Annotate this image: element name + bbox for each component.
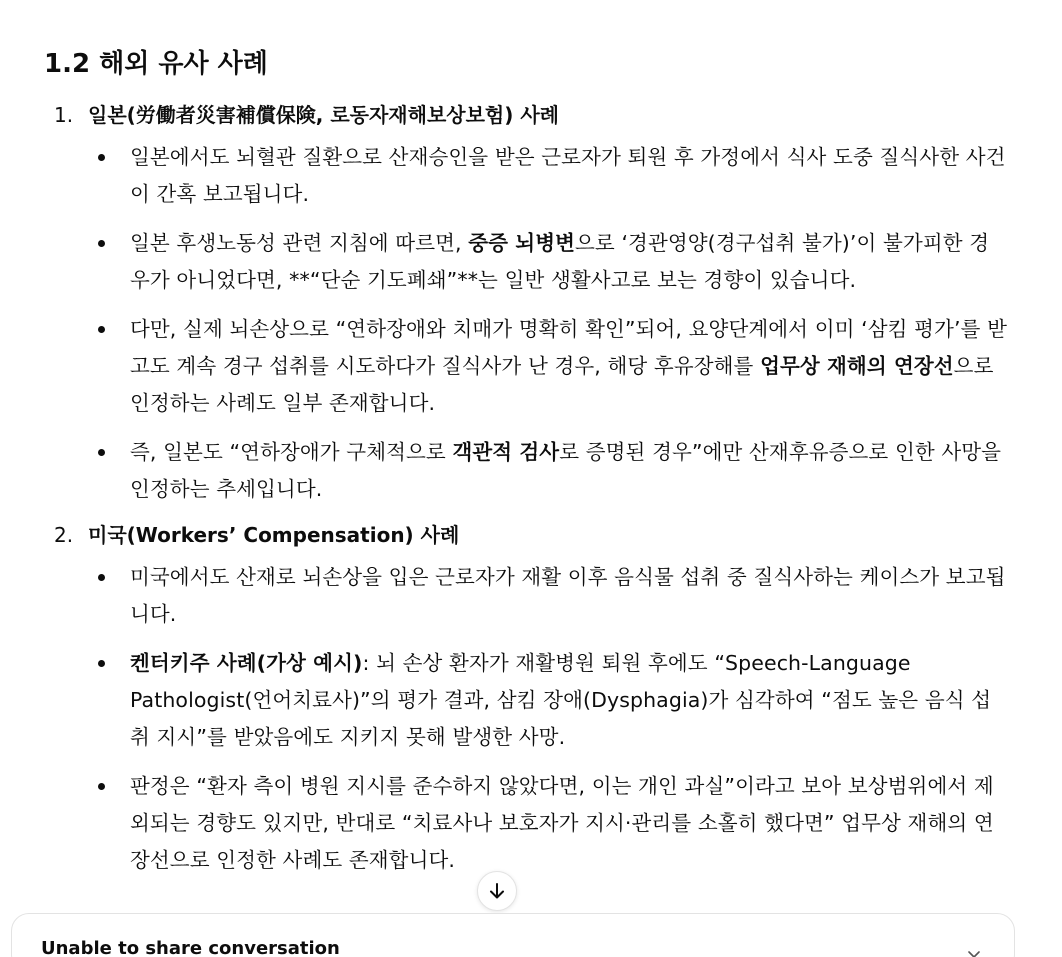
case-number: 1. bbox=[54, 103, 74, 127]
case-title: 일본(労働者災害補償保険, 로동자재해보상보험) 사례 bbox=[88, 103, 559, 127]
section-heading: 1.2 해외 유사 사례 bbox=[44, 49, 268, 79]
text: 즉, 일본도 “연하장애가 구체적으로 bbox=[130, 440, 453, 464]
bullet-icon bbox=[98, 240, 105, 247]
bold-text: 켄터키주 사례(가상 예시) bbox=[130, 651, 363, 675]
scroll-to-bottom-button[interactable] bbox=[477, 871, 517, 911]
bullet-icon bbox=[98, 326, 105, 333]
arrow-down-icon bbox=[487, 881, 507, 901]
share-error-banner bbox=[11, 913, 1015, 957]
text: 다만, 실제 뇌손상으로 “연하장애와 치매가 명확히 확인”되어, 요양단계에서 이미 ‘삼킴 평가’를 받고도 계속 경구 섭취를 시도하다가 질식사가 난 경우, 해당 후유장해를 bbox=[130, 317, 1007, 378]
case-list bbox=[44, 100, 1009, 879]
text: 으로 인정하는 사례도 일부 존재합니다. bbox=[130, 354, 994, 415]
response-content bbox=[44, 44, 1009, 891]
list-item bbox=[96, 311, 1009, 422]
list-item bbox=[96, 225, 1009, 299]
case-title: 미국(Workers’ Compensation) 사례 bbox=[88, 523, 460, 547]
list-item bbox=[96, 645, 1009, 756]
text: 일본 후생노동성 관련 지침에 따르면, bbox=[130, 231, 469, 255]
bold-text: 업무상 재해의 연장선 bbox=[760, 354, 954, 378]
list-item bbox=[96, 434, 1009, 508]
bullet-icon bbox=[98, 154, 105, 161]
text: 미국에서도 산재로 뇌손상을 입은 근로자가 재활 이후 음식물 섭취 중 질식사하는 케이스가 보고됩니다. bbox=[130, 565, 1006, 626]
list-item bbox=[96, 768, 1009, 879]
case-item bbox=[44, 520, 1009, 550]
text: 판정은 “환자 측이 병원 지시를 준수하지 않았다면, 이는 개인 과실”이라고 보아 보상범위에서 제외되는 경향도 있지만, 반대로 “치료사나 보호자가 지시·관리를 소홀히 했다면” 업무상 재해의 연장선으로 인정한 사례도 존재합니다. bbox=[130, 774, 994, 872]
bold-text: 중증 뇌병변 bbox=[468, 231, 576, 255]
text: 일본에서도 뇌혈관 질환으로 산재승인을 받은 근로자가 퇴원 후 가정에서 식사 도중 질식사한 사건이 간혹 보고됩니다. bbox=[130, 145, 1006, 206]
case-number: 2. bbox=[54, 523, 74, 547]
close-icon[interactable] bbox=[968, 948, 980, 957]
banner-title: Unable to share conversation bbox=[41, 938, 340, 957]
text: : 뇌 손상 환자가 재활병원 퇴원 후에도 “Speech-Language Pathologist(언어치료사)”의 평가 결과, 삼킴 장애(Dysphagia)가 심각하여 “점도 높은 음식 섭취 지시”를 받았음에도 지키지 못해 발생한 사망. bbox=[130, 651, 992, 749]
case-item bbox=[44, 100, 1009, 130]
bullet-icon bbox=[98, 783, 105, 790]
list-item bbox=[96, 139, 1009, 213]
bullet-list bbox=[44, 139, 1009, 508]
bullet-icon bbox=[98, 660, 105, 667]
list-item bbox=[96, 559, 1009, 633]
bullet-icon bbox=[98, 574, 105, 581]
bold-text: 객관적 검사 bbox=[452, 440, 560, 464]
text: 로 증명된 경우”에만 산재후유증으로 인한 사망을 인정하는 추세입니다. bbox=[130, 440, 1002, 501]
text: 으로 ‘경관영양(경구섭취 불가)’이 불가피한 경우가 아니었다면, **“단순 기도폐쇄”**는 일반 생활사고로 보는 경향이 있습니다. bbox=[130, 231, 990, 292]
bullet-list bbox=[44, 559, 1009, 879]
bullet-icon bbox=[98, 449, 105, 456]
